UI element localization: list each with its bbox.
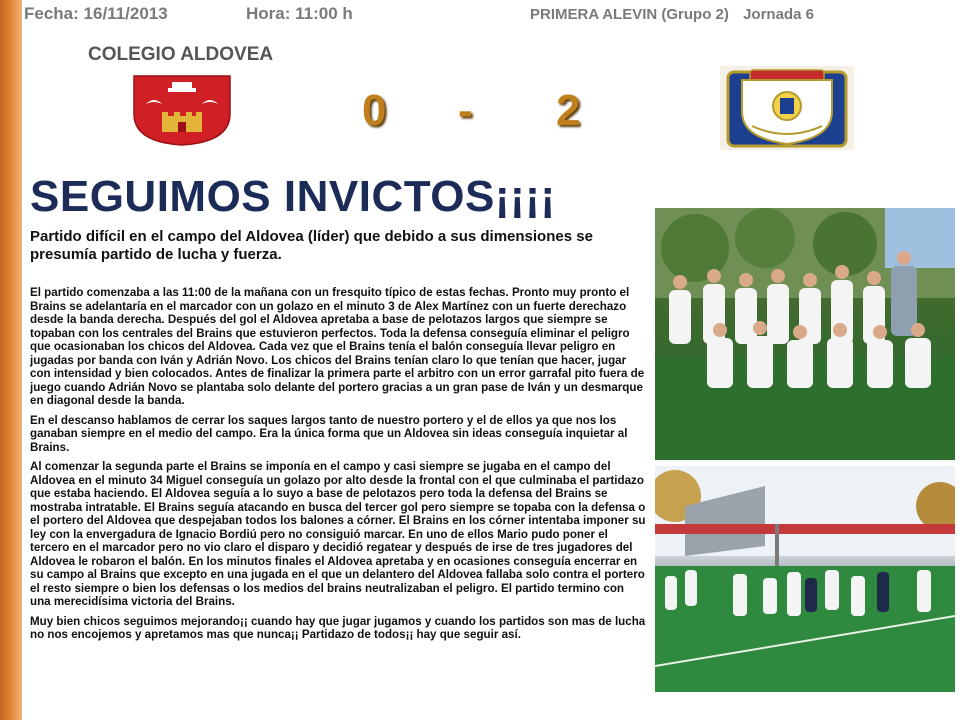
competition-group [530,6,814,23]
matchday: Jornada 6 [743,6,814,23]
article-paragraph: En el descanso hablamos de cerrar los saques largos tanto de nuestro portero y el de ellos ya que nos los ganaban siempre en el medio del campo. Era la única forma que un Aldovea sin ideas conseguía inquietar al Brains. [30,413,628,454]
match-photo [655,466,955,692]
team-photo-illustration [655,208,955,460]
date-value: 16/11/2013 [83,4,168,23]
article-intro: Partido difícil en el campo del Aldovea (líder) que debido a sus dimensiones se presumía partido de lucha y fuerza. [30,228,593,263]
home-team-crest [132,74,232,146]
date-label: Fecha: [24,4,79,23]
time-value: 11:00 h [295,4,353,23]
article-body [30,286,646,648]
article-headline: SEGUIMOS INVICTOS¡¡¡¡ [30,172,556,221]
away-team-crest [720,66,854,150]
competition-name: PRIMERA ALEVIN (Grupo 2) [530,6,729,23]
home-score: 0 [362,86,387,135]
home-team-name: COLEGIO ALDOVEA [88,44,274,65]
decorative-side-bar [0,0,22,720]
article-paragraph: Muy bien chicos seguimos mejorando¡¡ cuando hay que jugar jugamos y cuando los partidos son mas de lucha no nos encojemos y apretamos mas que nunca¡¡ Partidazo de todos¡¡ hay que seguir así. [30,614,646,641]
time-group [246,4,353,24]
away-score: 2 [556,86,581,135]
match-photo-illustration [655,466,955,692]
time-label: Hora: [246,4,291,23]
article-paragraph: El partido comenzaba a las 11:00 de la mañana con un fresquito típico de estas fechas. Pronto muy pronto el Brains se adelantaría en el marcador con un golazo en el minuto 3 de Alex Martínez con un fuerte derechazo desde la banda derecha. Después del gol el Aldovea apretaba a base de pelotazos largos que siempre se topaban con los centrales del Brains que estuvieron perfectos. Toda la defensa conseguía eliminar el peligro que ocasionaban los chicos del Aldovea. Cada vez que el Brains tenía el balón conseguía llevar peligro en jugadas por banda con Iván y Adrián Novo. Los chicos del Brains tenían claro lo que tenían que hacer, jugar con intensidad y bien colocados. Antes de finalizar la primera parte el arbitro con un error garrafal pito fuera de juego cuando Adrián Novo se plantaba solo delante del portero gracias a un gran pase de Iván y un desmarque en diagonal desde la banda. [30,286,645,407]
score-separator: - [458,86,473,135]
team-photo [655,208,955,460]
article-paragraph: Al comenzar la segunda parte el Brains se imponía en el campo y casi siempre se jugaba en el campo del Aldovea en el minuto 34 Miguel conseguía un golazo por alto desde la frontal con el que culminaba el partidazo que estaba haciendo. El Aldovea seguía a lo suyo a base de pelotazos pero toda la defensa del Brains se mostraba intratable. El Brains seguía atacando en busca del tercer gol pero siempre se topaba con la defensa o el portero del Aldovea que despejaban todos los balones a córner. El Brains en los córner intentaba imponer su ley con la envergadura de Ignacio Bordiú pero no consiguió marcar. En uno de ellos Mario pudo poner el tercero en el marcador pero no vio claro el disparo y decidió regatear y después de irse de tres jugadores del Aldovea le robaron el balón. En los minutos finales el Aldovea apretaba y en ocasiones conseguía encerrar en su campo al Brains que excepto en una jugada en el que un delantero del Aldovea fallaba solo contra el portero el resto siempre o bien los defensas o los medios del brains neutralizaban el peligro. El partido termino con una merecidísima victoria del Brains. [30,460,646,608]
date-group [24,4,168,24]
